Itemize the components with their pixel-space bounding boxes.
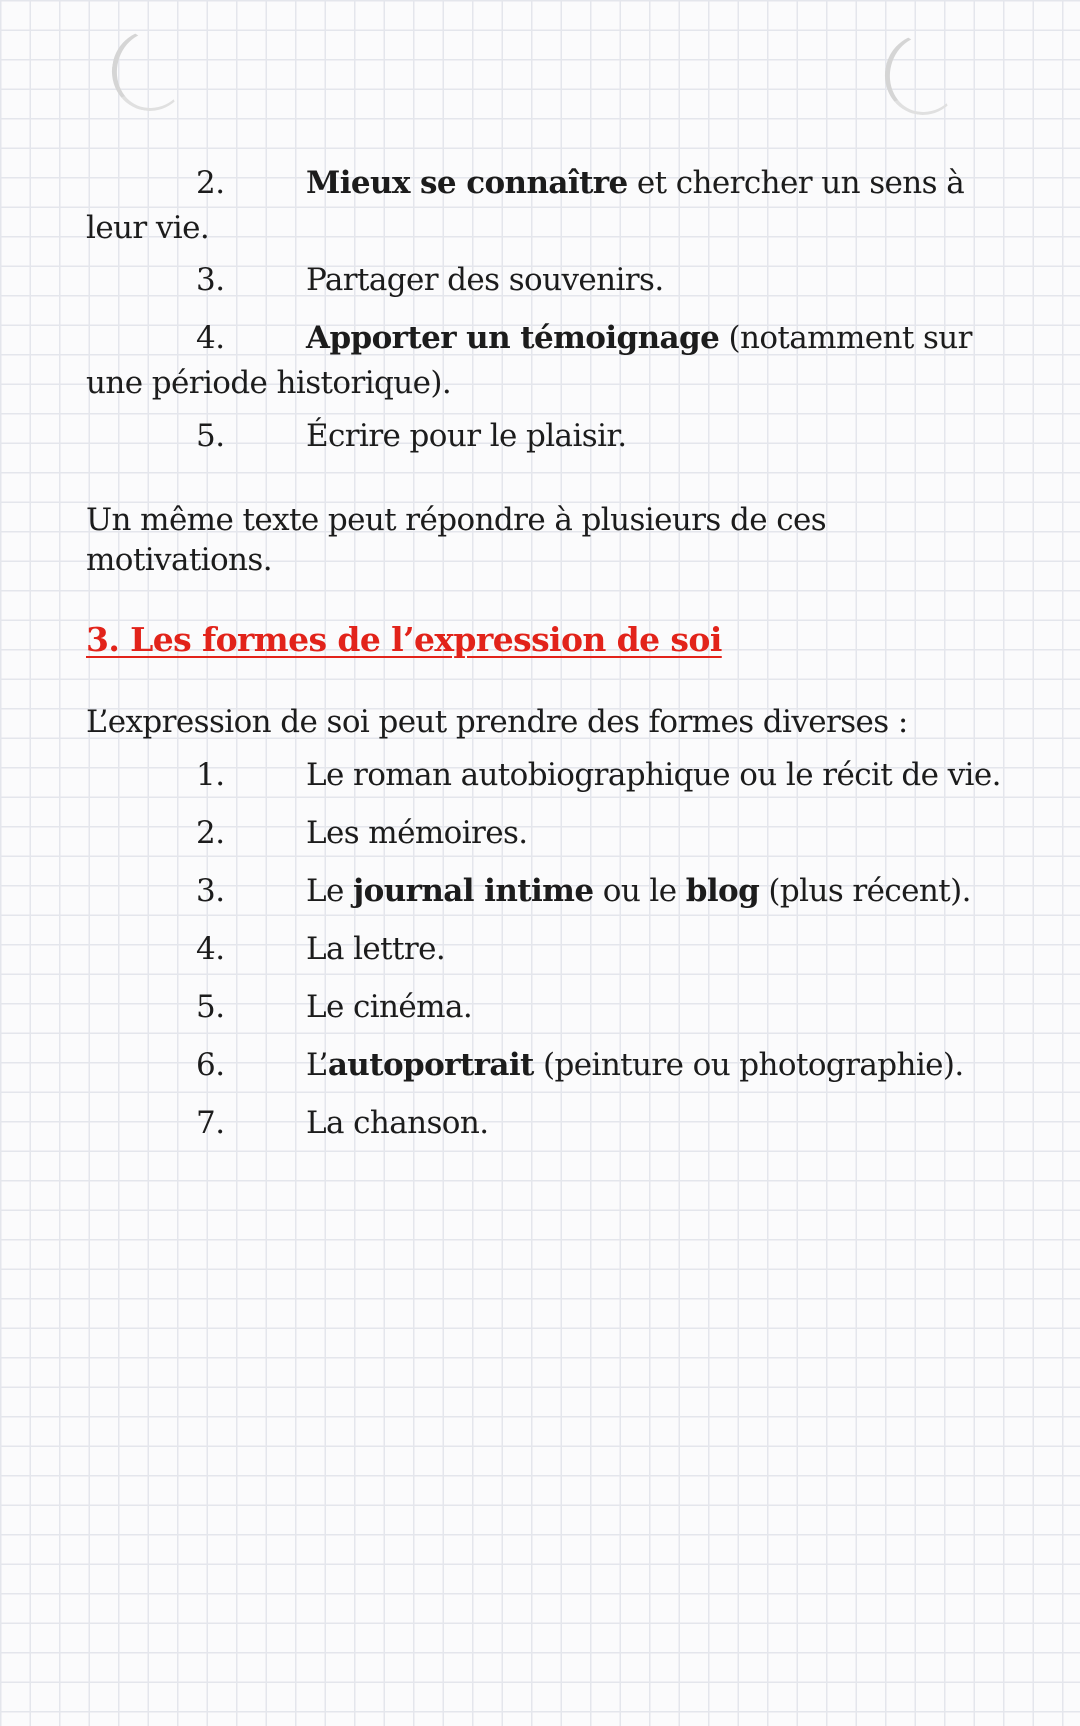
motivation-text: Écrire pour le plaisir. [306,418,627,454]
motivation-text: Partager des souvenirs. [306,262,664,298]
form-text-part: Le [306,873,353,909]
motivation-keyword: Apporter un témoignage [306,320,720,356]
form-text: Les mémoires. [306,815,528,851]
form-text: Le cinéma. [306,989,473,1025]
motivation-rest: (notamment sur [719,320,972,356]
form-keyword: autoportrait [327,1047,534,1083]
form-number: 6. [196,1047,225,1083]
motivation-keyword: Mieux se connaître [306,165,628,201]
form-number: 1. [196,757,225,793]
form-number: 2. [196,815,225,851]
summary-line: Un même texte peut répondre à plusieurs de ces [86,502,827,538]
motivation-text [306,318,972,358]
form-text-part: L’ [306,1047,328,1083]
motivation-wrap: une période historique). [86,365,452,401]
motivation-number: 4. [196,320,225,356]
form-text: La lettre. [306,931,446,967]
section-heading: 3. Les formes de l’expression de soi [86,620,722,659]
form-keyword: blog [685,873,760,909]
motivation-number: 5. [196,418,225,454]
form-text: La chanson. [306,1105,489,1141]
form-keyword: journal intime [353,873,594,909]
form-text [306,1045,964,1085]
motivation-rest: et chercher un sens à [627,165,965,201]
form-number: 5. [196,989,225,1025]
motivation-number: 2. [196,165,225,201]
motivation-text [306,163,964,203]
motivation-number: 3. [196,262,225,298]
form-text-part: (plus récent). [759,873,971,909]
section-intro: L’expression de soi peut prendre des formes diverses : [86,704,908,740]
summary-line: motivations. [86,542,272,578]
binder-hole-left [106,24,196,117]
form-text-part: (peinture ou photographie). [533,1047,964,1083]
binder-hole-right [879,28,969,121]
form-number: 7. [196,1105,225,1141]
form-number: 3. [196,873,225,909]
form-text: Le roman autobiographique ou le récit de vie. [306,757,1001,793]
form-text [306,871,971,911]
motivation-wrap: leur vie. [86,210,210,246]
form-text-part: ou le [593,873,686,909]
form-number: 4. [196,931,225,967]
